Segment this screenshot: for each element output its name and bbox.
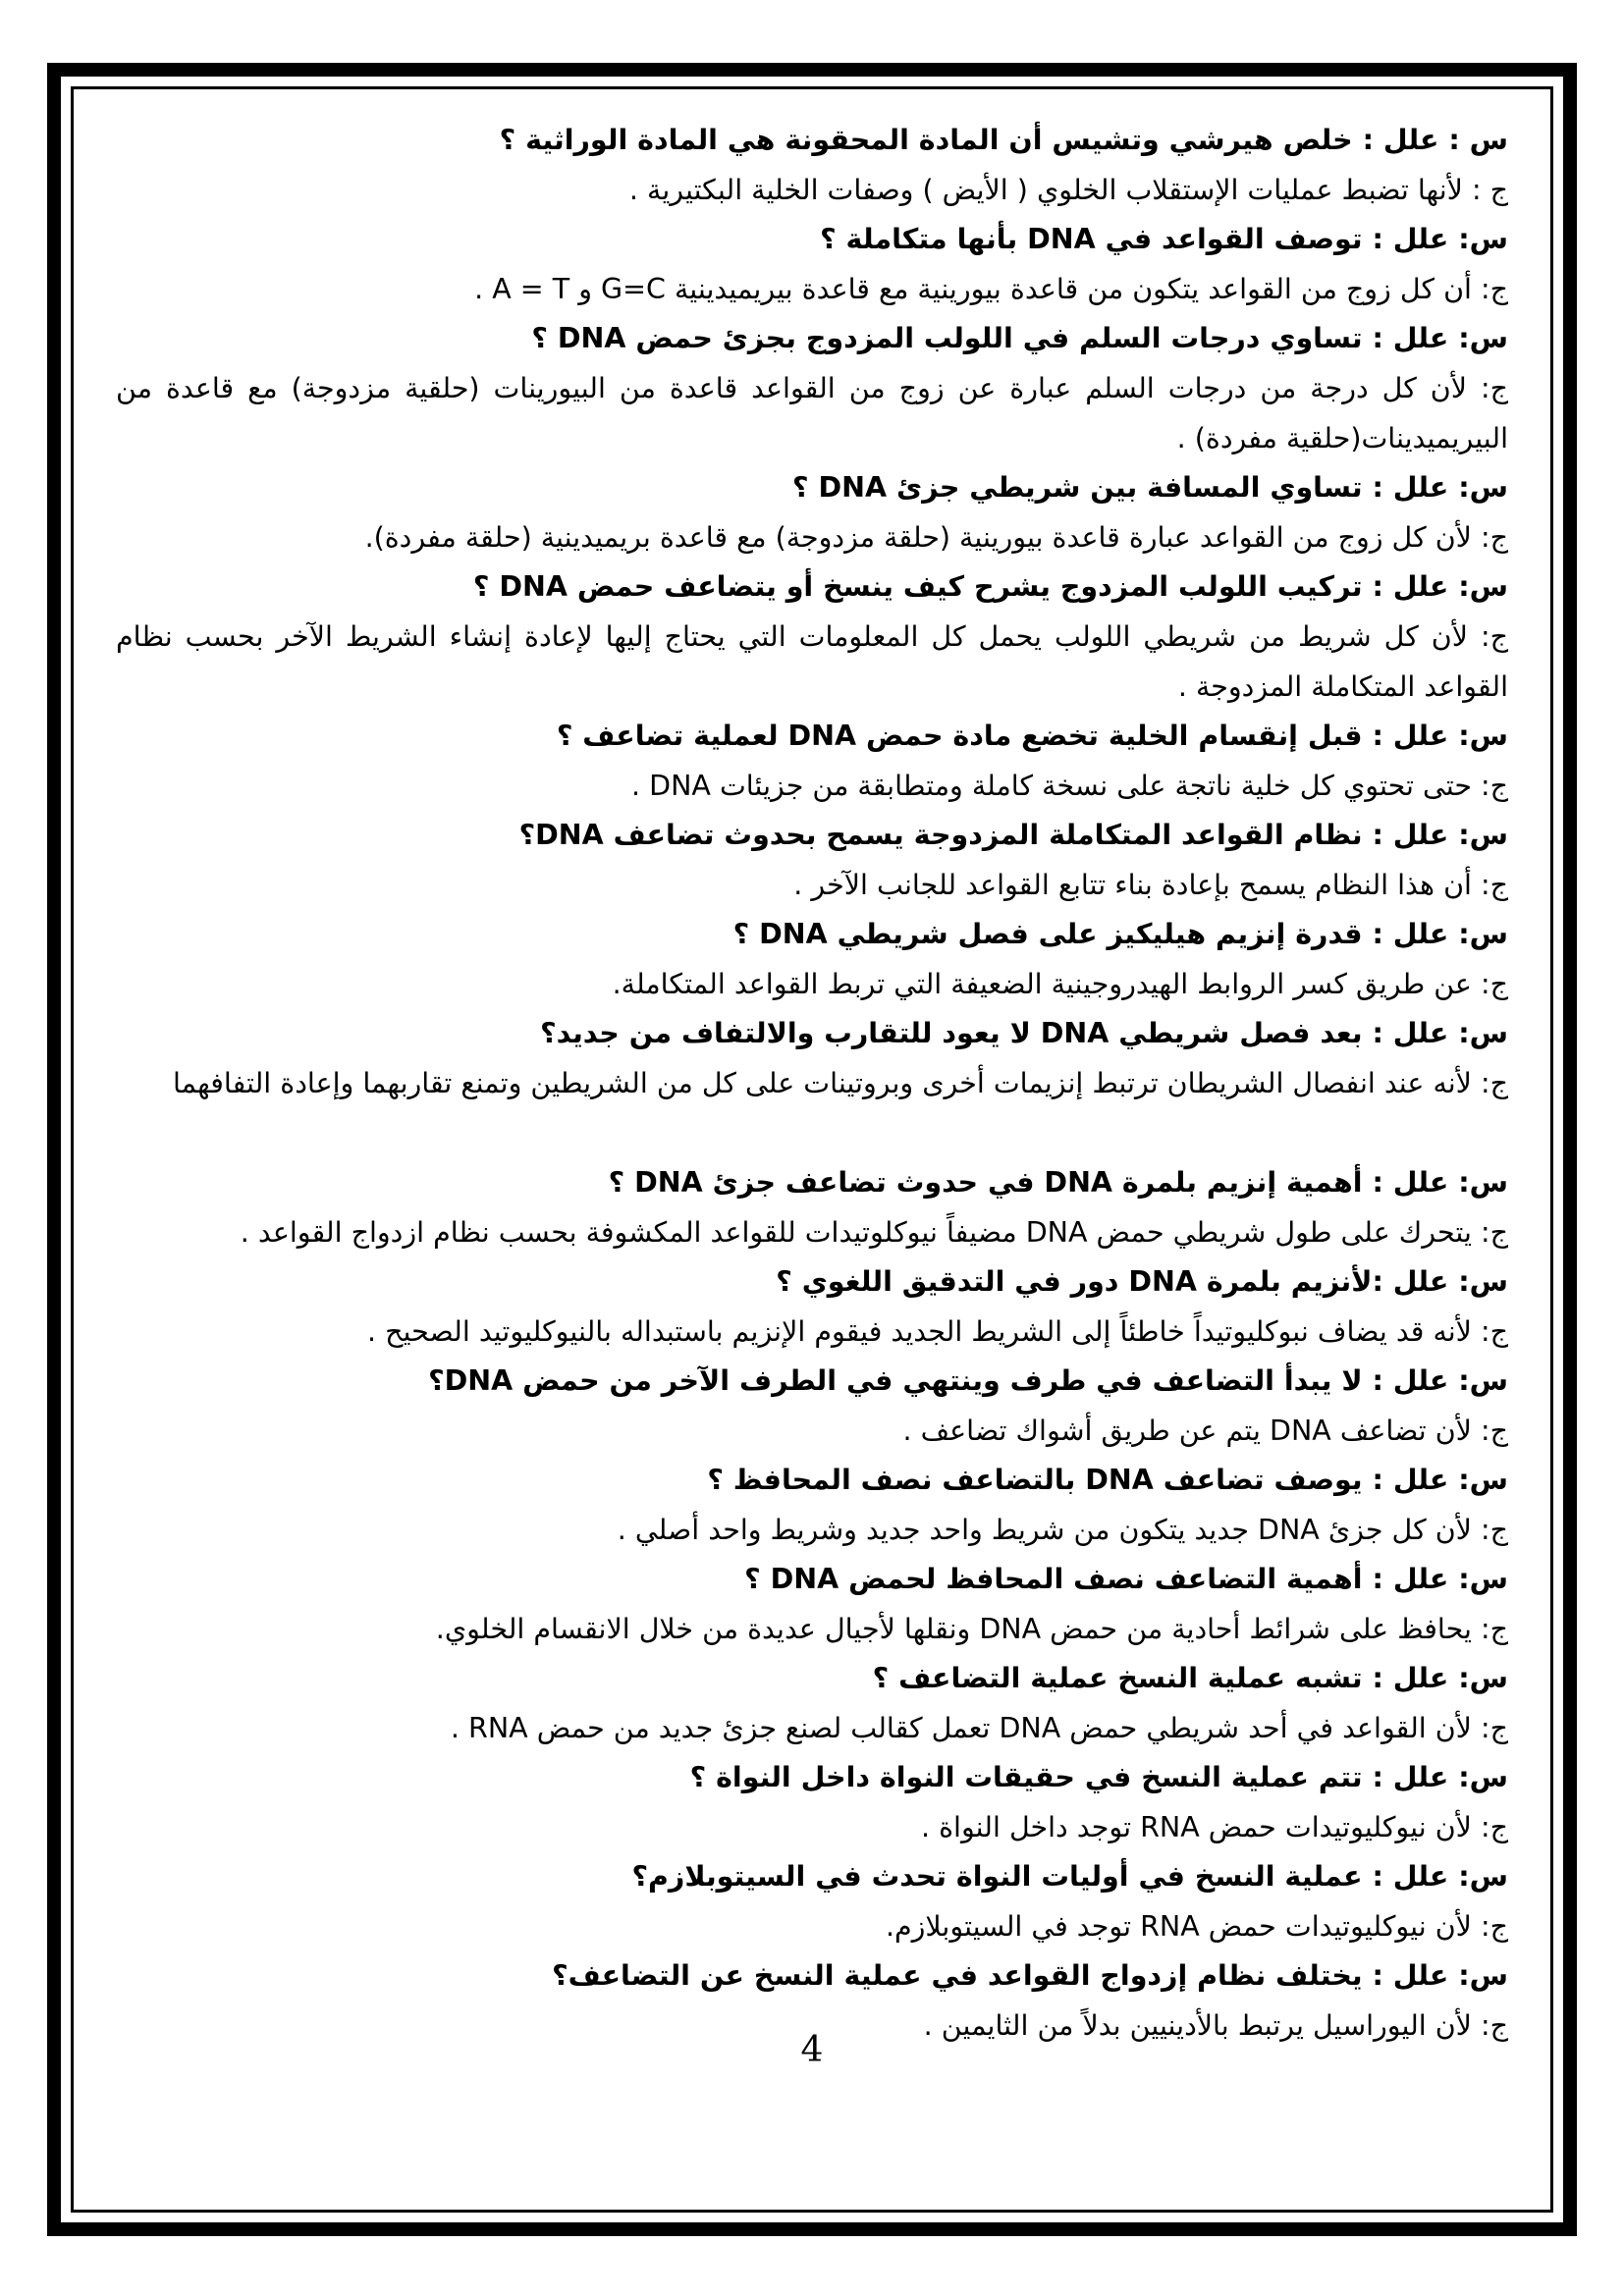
question-15: س: علل : تشبه عملية النسخ عملية التضاعف ؟ bbox=[872, 1662, 1508, 1694]
question-2: س: علل : توصف القواعد في DNA بأنها متكاملة ؟ bbox=[820, 223, 1508, 255]
page-number: 4 bbox=[800, 2030, 824, 2070]
question-3: س: علل : تساوي درجات السلم في اللولب المزدوج بجزئ حمض DNA ؟ bbox=[531, 322, 1508, 354]
answer-15: ج: لأن القواعد في أحد شريطي حمض DNA تعمل كقالب لصنع جزئ جديد من حمض RNA . bbox=[450, 1712, 1508, 1744]
answer-4: ج: لأن كل زوج من القواعد عبارة قاعدة بيورينية (حلقة مزدوجة) مع قاعدة بريميدينية (حلقة مفردة). bbox=[364, 521, 1508, 554]
question-8: س: علل : قدرة إنزيم هيليكيز على فصل شريطي DNA ؟ bbox=[732, 918, 1508, 950]
answer-11: ج: لأنه قد يضاف نبوكليوتيداً خاطئاً إلى الشريط الجديد فيقوم الإنزيم باستبداله بالنيوكليوتيد الصحيح . bbox=[366, 1315, 1508, 1348]
question-6: س: علل : قبل إنقسام الخلية تخضع مادة حمض DNA لعملية تضاعف ؟ bbox=[556, 720, 1508, 752]
answer-3: ج: لأن كل درجة من درجات السلم عبارة عن زوج من القواعد قاعدة من البيورينات (حلقية مزدوجة) مع قاعدة من البيريميدينات(حلقية مفردة) . bbox=[116, 372, 1508, 454]
question-18: س: علل : يختلف نظام إزدواج القواعد في عملية النسخ عن التضاعف؟ bbox=[552, 1959, 1508, 1992]
answer-18: ج: لأن اليوراسيل يرتبط بالأدينيين بدلاً من الثايمين . bbox=[923, 2009, 1508, 2042]
question-14: س: علل : أهمية التضاعف نصف المحافظ لحمض DNA ؟ bbox=[744, 1563, 1508, 1595]
answer-12: ج: لأن تضاعف DNA يتم عن طريق أشواك تضاعف . bbox=[902, 1415, 1508, 1447]
question-11: س: علل :لأنزيم بلمرة DNA دور في التدقيق اللغوي ؟ bbox=[776, 1265, 1508, 1298]
question-16: س: علل : تتم عملية النسخ في حقيقات النواة داخل النواة ؟ bbox=[689, 1761, 1508, 1793]
question-13: س: علل : يوصف تضاعف DNA بالتضاعف نصف المحافظ ؟ bbox=[707, 1464, 1508, 1496]
answer-13: ج: لأن كل جزئ DNA جديد يتكون من شريط واحد جديد وشريط واحد أصلي . bbox=[617, 1514, 1508, 1546]
qa-list bbox=[116, 116, 1508, 2051]
answer-8: ج: عن طريق كسر الروابط الهيدروجينية الضعيفة التي تربط القواعد المتكاملة. bbox=[612, 968, 1508, 1000]
answer-17: ج: لأن نيوكليوتيدات حمض RNA توجد في السيتوبلازم. bbox=[885, 1910, 1508, 1943]
question-4: س: علل : تساوي المسافة بين شريطي جزئ DNA ؟ bbox=[792, 471, 1508, 504]
answer-6: ج: حتى تحتوي كل خلية ناتجة على نسخة كاملة ومتطابقة من جزيئات DNA . bbox=[631, 770, 1508, 802]
answer-2: ج: أن كل زوج من القواعد يتكون من قاعدة بيورينية مع قاعدة بيريميدينية G=C و A = T . bbox=[474, 273, 1508, 305]
question-12: س: علل : لا يبدأ التضاعف في طرف وينتهي في الطرف الآخر من حمض DNA؟ bbox=[428, 1364, 1508, 1397]
answer-10: ج: يتحرك على طول شريطي حمض DNA مضيفاً نيوكلوتيدات للقواعد المكشوفة بحسب نظام ازدواج القواعد . bbox=[240, 1216, 1508, 1249]
answer-5: ج: لأن كل شريط من شريطي اللولب يحمل كل المعلومات التي يحتاج إليها لإعادة إنشاء الشريط الآخر بحسب نظام القواعد المتكاملة المزدوجة . bbox=[116, 620, 1508, 703]
answer-16: ج: لأن نيوكليوتيدات حمض RNA توجد داخل النواة . bbox=[920, 1811, 1508, 1843]
question-9: س: علل : بعد فصل شريطي DNA لا يعود للتقارب والالتفاف من جديد؟ bbox=[540, 1017, 1508, 1049]
answer-14: ج: يحافظ على شرائط أحادية من حمض DNA ونقلها لأجيال عديدة من خلال الانقسام الخلوي. bbox=[435, 1613, 1508, 1645]
answer-1: ج : لأنها تضبط عمليات الإستقلاب الخلوي ( الأيض ) وصفات الخلية البكتيرية . bbox=[628, 174, 1508, 206]
answer-7: ج: أن هذا النظام يسمح بإعادة بناء تتابع القواعد للجانب الآخر . bbox=[793, 869, 1508, 901]
question-10: س: علل : أهمية إنزيم بلمرة DNA في حدوث تضاعف جزئ DNA ؟ bbox=[608, 1166, 1508, 1199]
answer-9: ج: لأنه عند انفصال الشريطان ترتبط إنزيمات أخرى وبروتينات على كل من الشريطين وتمنع تقاربهما وإعادة التفافهما bbox=[172, 1067, 1508, 1099]
question-5: س: علل : تركيب اللولب المزدوج يشرح كيف ينسخ أو يتضاعف حمض DNA ؟ bbox=[472, 570, 1508, 603]
question-1: س : علل : خلص هيرشي وتشيس أن المادة المحقونة هي المادة الوراثية ؟ bbox=[499, 124, 1508, 156]
question-17: س: علل : عملية النسخ في أوليات النواة تحدث في السيتوبلازم؟ bbox=[631, 1860, 1508, 1893]
question-7: س: علل : نظام القواعد المتكاملة المزدوجة يسمح بحدوث تضاعف DNA؟ bbox=[518, 819, 1508, 851]
